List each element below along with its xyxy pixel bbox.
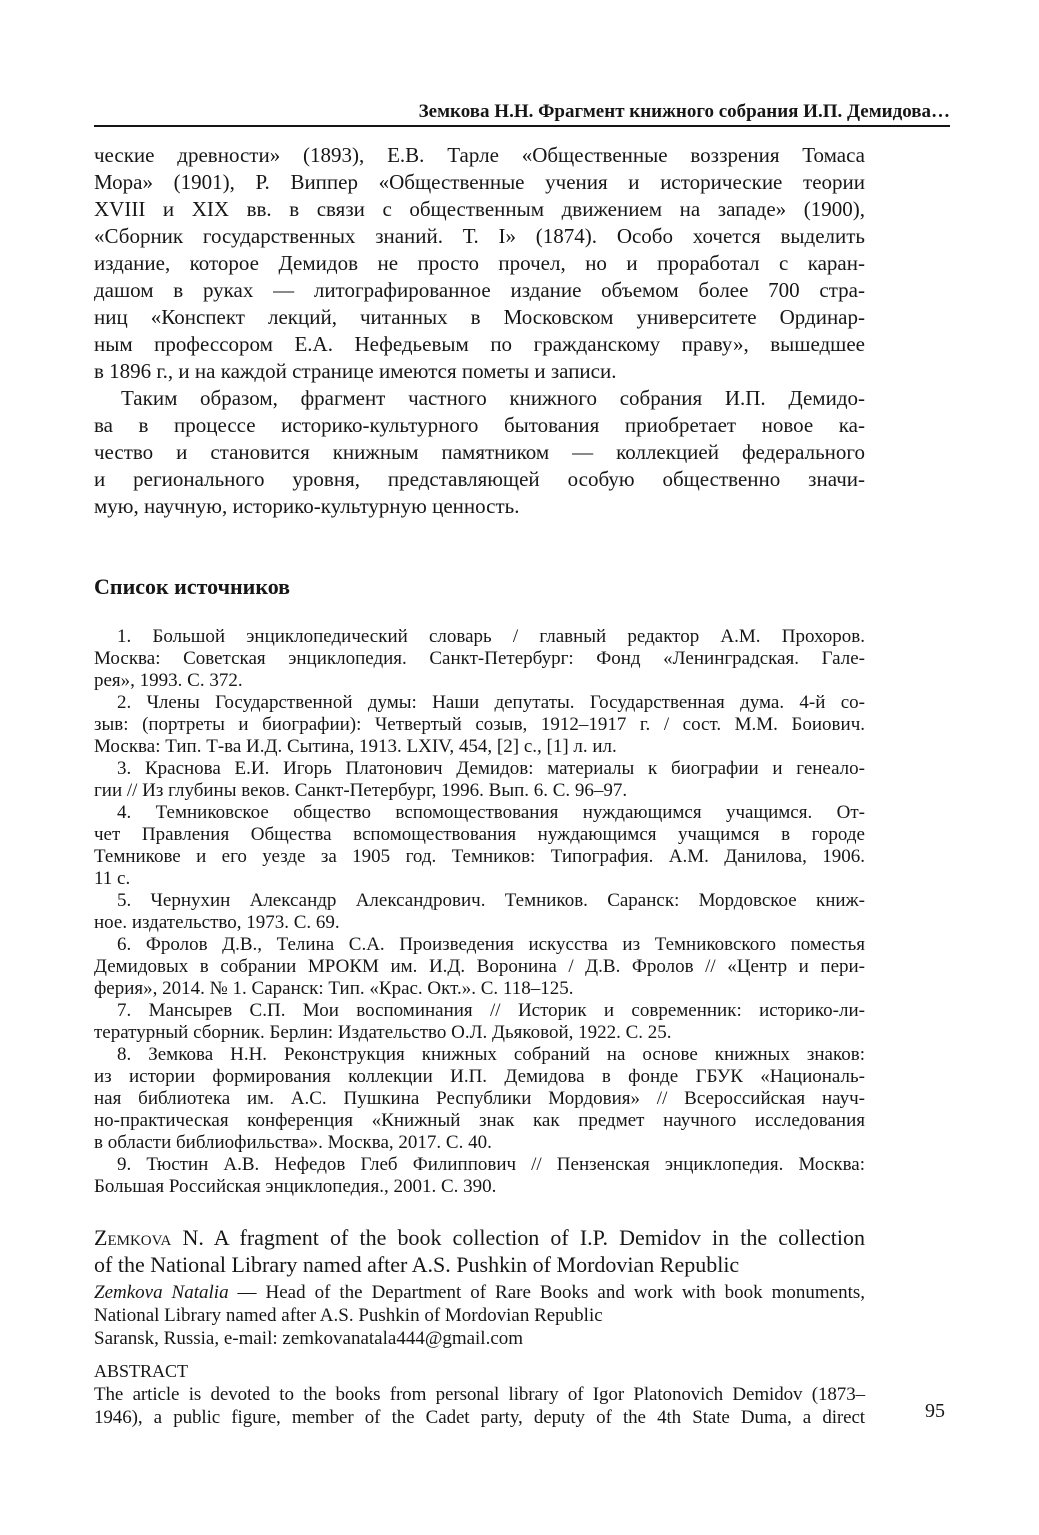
reference-item	[94, 1154, 865, 1198]
text-line: зыв: (портреты и биографии): Четвертый созыв, 1912–1917 г. / сост. М.М. Боиович.	[94, 714, 865, 735]
text-line: ниц «Конспект лекций, читанных в Московском университете Ординар-	[94, 305, 865, 329]
author-contact-email: Saransk, Russia, e-mail: zemkovanatala444@gmail.com	[94, 1328, 524, 1349]
text-line: Демидовых в собрании МРОКМ им. И.Д. Воронина / Д.В. Фролов // «Центр и пери-	[94, 956, 865, 977]
author-affiliation: National Library named after A.S. Pushkin of Mordovian Republic	[94, 1305, 603, 1326]
text-line: тературный сборник. Берлин: Издательство О.Л. Дьяковой, 1922. С. 25.	[94, 1022, 672, 1043]
running-header: Земкова Н.Н. Фрагмент книжного собрания И.П. Демидова…	[418, 101, 950, 122]
english-title-line2: of the National Library named after A.S. Pushkin of Mordovian Republic	[94, 1252, 740, 1277]
page-number: 95	[925, 1400, 945, 1422]
text-line: в 1896 г., и на каждой странице имеются пометы и записи.	[94, 359, 617, 383]
text-line: Большая Российская энциклопедия., 2001. С. 390.	[94, 1176, 497, 1197]
author-info	[94, 1281, 865, 1350]
sources-heading: Список источников	[94, 574, 291, 599]
text-line: ным профессором Е.А. Нефедьевым по гражданскому праву», вышедшее	[94, 332, 865, 356]
body-paragraph-1	[94, 142, 865, 385]
references-list	[94, 626, 865, 1198]
header-rule	[94, 125, 950, 127]
reference-item	[94, 758, 865, 802]
author-line1	[94, 1281, 865, 1304]
text-line: ческие древности» (1893), Е.В. Тарле «Общественные воззрения Томаса	[94, 143, 865, 167]
text-line: мую, научную, историко-культурную ценность.	[94, 494, 520, 518]
text-line: Темникове и его уезде за 1905 год. Темников: Типография. А.М. Данилова, 1906.	[94, 846, 865, 867]
body-paragraph-2	[94, 385, 865, 520]
text-line: ная библиотека им. А.С. Пушкина Республики Мордовия» // Всероссийская науч-	[94, 1088, 865, 1109]
text-line: The article is devoted to the books from personal library of Igor Platonovich Demidov (1873–	[94, 1384, 865, 1405]
text-line: ное. издательство, 1973. С. 69.	[94, 912, 340, 933]
text-line: 1946), a public figure, member of the Cadet party, deputy of the 4th State Duma, a direct	[94, 1407, 865, 1428]
text-line: 4. Темниковское общество вспомоществования нуждающимся учащимся. От-	[117, 802, 865, 823]
english-title-line1-rest: N. A fragment of the book collection of I.P. Demidov in the collection	[171, 1225, 865, 1250]
text-line: в области библиофильства». Москва, 2017. С. 40.	[94, 1132, 492, 1153]
reference-item	[94, 890, 865, 934]
english-title-line1	[94, 1224, 865, 1251]
author-line1-rest: — Head of the Department of Rare Books and work with book monuments,	[228, 1282, 865, 1303]
reference-item	[94, 934, 865, 1000]
text-line: чество и становится книжным памятником — коллекцией федерального	[94, 440, 865, 464]
abstract-text	[94, 1383, 865, 1429]
text-line: 9. Тюстин А.В. Нефедов Глеб Филиппович // Пензенская энциклопедия. Москва:	[117, 1154, 865, 1175]
text-line: 5. Чернухин Александр Александрович. Темников. Саранск: Мордовское книж-	[117, 890, 865, 911]
text-line: но-практическая конференция «Книжный знак как предмет научного исследования	[94, 1110, 865, 1131]
text-line: ва в процессе историко-культурного бытования приобретает новое ка-	[94, 413, 865, 437]
english-title	[94, 1224, 865, 1278]
text-line: 3. Краснова Е.И. Игорь Платонович Демидов: материалы к биографии и генеало-	[117, 758, 865, 779]
text-line: Мора» (1901), Р. Виппер «Общественные учения и исторические теории	[94, 170, 865, 194]
text-line: дашом в руках — литографированное издание объемом более 700 стра-	[94, 278, 865, 302]
text-line: гии // Из глубины веков. Санкт-Петербург, 1996. Вып. 6. С. 96–97.	[94, 780, 628, 801]
abstract-heading: ABSTRACT	[94, 1361, 189, 1381]
reference-item	[94, 1044, 865, 1154]
text-line: «Сборник государственных знаний. Т. I» (1874). Особо хочется выделить	[94, 224, 865, 248]
reference-item	[94, 1000, 865, 1044]
text-line: 6. Фролов Д.В., Телина С.А. Произведения искусства из Темниковского поместья	[117, 934, 865, 955]
reference-item	[94, 692, 865, 758]
text-line: 1. Большой энциклопедический словарь / главный редактор А.М. Прохоров.	[117, 626, 865, 647]
english-title-author: Zemkova	[94, 1225, 172, 1250]
text-line: и регионального уровня, представляющей особую общественно значи-	[94, 467, 865, 491]
text-line: издание, которое Демидов не просто прочел, но и проработал с каран-	[94, 251, 865, 275]
text-line: Таким образом, фрагмент частного книжного собрания И.П. Демидо-	[121, 386, 865, 410]
text-line: из истории формирования коллекции И.П. Демидова в фонде ГБУК «Националь-	[94, 1066, 865, 1087]
text-line: ферия», 2014. № 1. Саранск: Тип. «Крас. Окт.». С. 118–125.	[94, 978, 574, 999]
text-line: 2. Члены Государственной думы: Наши депутаты. Государственная дума. 4-й со-	[117, 692, 865, 713]
text-line: 11 с.	[94, 868, 131, 889]
text-line: Москва: Тип. Т-ва И.Д. Сытина, 1913. LXIV, 454, [2] с., [1] л. ил.	[94, 736, 617, 757]
reference-item	[94, 802, 865, 890]
text-line: рея», 1993. С. 372.	[94, 670, 243, 691]
reference-item	[94, 626, 865, 692]
text-line: 7. Мансырев С.П. Мои воспоминания // Историк и современник: историко-ли-	[117, 1000, 865, 1021]
author-name: Zemkova Natalia	[94, 1282, 229, 1303]
text-line: 8. Земкова Н.Н. Реконструкция книжных собраний на основе книжных знаков:	[117, 1044, 865, 1065]
text-line: XVIII и XIX вв. в связи с общественным движением на западе» (1900),	[94, 197, 865, 221]
text-line: чет Правления Общества вспомоществования нуждающимся учащимся в городе	[94, 824, 865, 845]
text-line: Москва: Советская энциклопедия. Санкт-Петербург: Фонд «Ленинградская. Гале-	[94, 648, 865, 669]
